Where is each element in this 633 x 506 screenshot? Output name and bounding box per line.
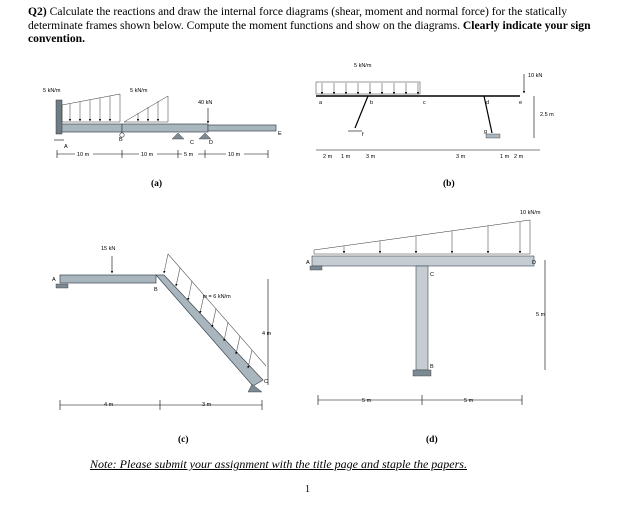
- node-e: E: [278, 131, 282, 137]
- figure-c: [52, 246, 272, 445]
- dim-d-2: 5 m: [464, 398, 474, 404]
- node-a: A: [64, 144, 68, 150]
- support-a-d: [310, 266, 322, 270]
- height-b: 2.5 m: [540, 112, 554, 118]
- node-b-a: a: [319, 100, 323, 106]
- node-c-b: B: [154, 287, 158, 293]
- point-load-label: 40 kN: [198, 100, 213, 106]
- dim-a-3: 5 m: [184, 152, 194, 158]
- node-b-f: f: [362, 132, 364, 138]
- node-c: C: [190, 140, 194, 146]
- support-a: [56, 100, 62, 134]
- support-b-d: [413, 370, 431, 376]
- distributed-load-1: [62, 94, 120, 122]
- support-a-c: [56, 284, 68, 288]
- point-load-label-b: 10 kN: [528, 73, 543, 79]
- distributed-load-2: [124, 96, 168, 122]
- question-emphasis: Clearly indicate your sign convention.: [28, 18, 591, 46]
- caption-c: (c): [178, 435, 189, 445]
- caption-b: (b): [443, 179, 455, 189]
- node-d-b: B: [430, 364, 434, 370]
- dim-b-4: 3 m: [456, 154, 466, 160]
- dim-a-4: 10 m: [228, 152, 241, 158]
- node-d: D: [209, 140, 213, 146]
- figure-b: [316, 63, 554, 189]
- beam-ab-c: [60, 275, 156, 283]
- node-d-d: D: [532, 260, 536, 266]
- incline-load: [164, 254, 266, 368]
- dim-a-2: 10 m: [141, 152, 154, 158]
- load-label-left: 5 kN/m: [43, 88, 61, 94]
- caption-d: (d): [426, 435, 438, 445]
- height-c: 4 m: [262, 331, 272, 337]
- node-b-b: b: [370, 100, 374, 106]
- figure-d: [306, 210, 546, 445]
- node-b-c: c: [423, 100, 426, 106]
- beam-ad: [312, 256, 534, 266]
- column-cb: [416, 266, 428, 370]
- strut-bf: [355, 96, 368, 128]
- page-number: 1: [305, 484, 310, 495]
- dim-b-1: 2 m: [323, 154, 333, 160]
- node-c-c: C: [264, 379, 268, 385]
- node-b-e: e: [519, 100, 523, 106]
- dim-a-1: 10 m: [77, 152, 90, 158]
- udl-box: [316, 82, 420, 94]
- dim-b-3: 3 m: [366, 154, 376, 160]
- node-c-a: A: [52, 277, 56, 283]
- support-d: [199, 133, 211, 139]
- node-b: B: [119, 137, 123, 143]
- dim-b-5: 1 m: [500, 154, 510, 160]
- node-d-c: C: [430, 272, 434, 278]
- load-label-mid: 5 kN/m: [130, 88, 148, 94]
- incline-load-label: w = 6 kN/m: [203, 294, 231, 300]
- udl-label-b: 5 kN/m: [354, 63, 372, 69]
- inclined-member-bc: [156, 275, 263, 386]
- caption-a: (a): [151, 179, 163, 189]
- beam-bc: [122, 124, 208, 132]
- height-d: 5 m: [536, 312, 546, 318]
- dim-c-2: 3 m: [202, 402, 212, 408]
- dim-b-2: 1 m: [341, 154, 351, 160]
- submission-note: Note: Please submit your assignment with the title page and staple the papers.: [90, 457, 467, 471]
- dim-b-6: 2 m: [514, 154, 524, 160]
- beam-de: [208, 125, 276, 131]
- dim-c-1: 4 m: [104, 402, 114, 408]
- node-b-g: g: [484, 129, 488, 135]
- support-c: [172, 133, 184, 139]
- node-b-d: d: [486, 100, 490, 106]
- figure-a: [43, 88, 282, 189]
- question-body: Calculate the reactions and draw the internal force diagrams (shear, moment and normal force) for the statically determinate frames shown below. Compute the moment functions and show on the diagrams.: [28, 5, 568, 32]
- point-load-label-c: 15 kN: [101, 246, 116, 252]
- node-d-a: A: [306, 260, 310, 266]
- udl-label-d: 10 kN/m: [520, 210, 541, 216]
- dim-d-1: 5 m: [362, 398, 372, 404]
- triangular-load-d: [314, 220, 530, 254]
- beam-ab: [60, 124, 122, 132]
- question-number: Q2): [28, 5, 47, 18]
